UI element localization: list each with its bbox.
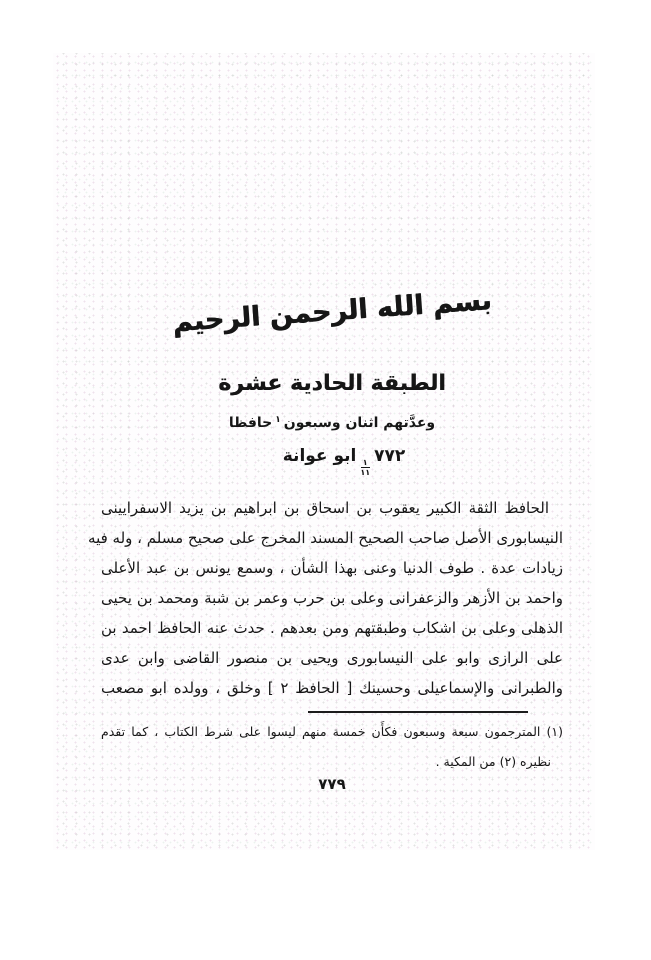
body-line: والطبرانى والإسماعيلى وحسينك [ الحافظ ٢ ] وخلق ، وولده ابو مصعب bbox=[101, 679, 563, 697]
subtitle-text-post: حافظا bbox=[228, 415, 273, 431]
footnote-marker-1: ١ bbox=[275, 415, 281, 425]
bismillah-calligraphy: بسم الله الرحمن الرحيم bbox=[171, 284, 493, 339]
section-subtitle bbox=[101, 415, 563, 431]
text-column bbox=[88, 53, 563, 850]
scanned-book-page bbox=[53, 53, 595, 850]
body-line: الذهلى وعلى بن اشكاب وطبقتهم ومن بعدهم . حدث عنه الحافظ احمد بن bbox=[101, 619, 563, 637]
section-heading: الطبقة الحادية عشرة bbox=[218, 371, 446, 396]
footnote-separator bbox=[308, 711, 528, 713]
subtitle-text-pre: وعدَّتهم اثنان وسبعون bbox=[283, 415, 436, 431]
entry-number: ٧٧٢ bbox=[374, 446, 406, 466]
body-line: على الرازى وابو على النيسابورى ويحيى بن منصور القاضى وابن عدى bbox=[101, 649, 563, 667]
entry-line bbox=[113, 446, 575, 477]
body-line: النيسابورى الأصل صاحب الصحيح المسند المخرج على صحيح مسلم ، وله فيه bbox=[88, 529, 563, 547]
entry-fraction bbox=[360, 458, 370, 477]
body-line: واحمد بن الأزهر والزعفرانى وعلى بن حرب وعمر بن شبة ومحمد بن يحيى bbox=[101, 589, 563, 607]
body-line: زيادات عدة . طوف الدنيا وعنى بهذا الشأن ، وسمع يونس بن عبد الأعلى bbox=[101, 559, 563, 577]
page-number: ٧٧٩ bbox=[318, 775, 346, 793]
entry-name: ابو عوانة bbox=[282, 446, 357, 466]
biography-paragraph bbox=[88, 493, 563, 703]
body-line: الحافظ الثقة الكبير يعقوب بن اسحاق بن ابراهيم بن يزيد الاسفرايينى bbox=[101, 499, 549, 517]
fraction-numerator: ١ bbox=[362, 458, 368, 467]
footnote-line-1: (١) المترجمون سبعة وسبعون فكأَن خمسة منهم ليسوا على شرط الكتاب ، كما تقدم bbox=[101, 724, 563, 739]
fraction-denominator: ١١ bbox=[360, 468, 371, 478]
footnote-line-2: نظيره (٢) من المكية . bbox=[435, 754, 551, 769]
